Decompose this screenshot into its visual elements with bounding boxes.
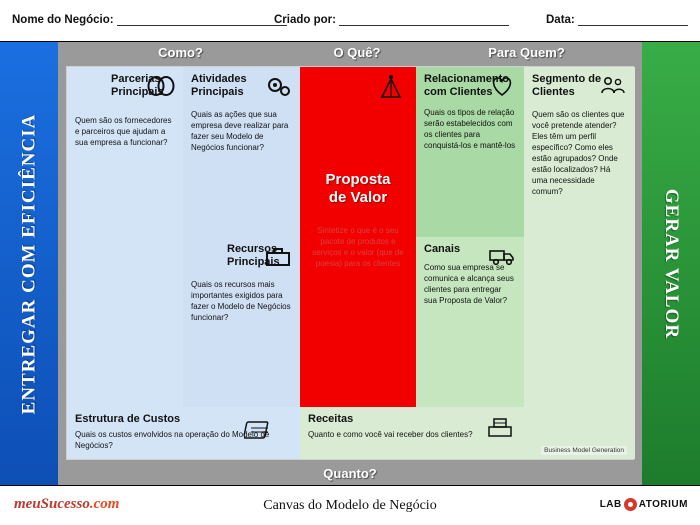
footer-bar bbox=[0, 485, 700, 525]
block-recursos-principais[interactable] bbox=[183, 237, 300, 407]
block-relacionamento-body: Quais os tipos de relação serão estabelecidos com os clientes para conquistá-los e mantê-los bbox=[424, 108, 516, 150]
gear-icon bbox=[624, 498, 637, 511]
block-atividades-principais[interactable] bbox=[183, 67, 300, 237]
block-parcerias-title-line2: Principais bbox=[111, 86, 164, 98]
header-bar bbox=[0, 0, 700, 42]
left-banner-label: ENTREGAR COM EFICIÊNCIA bbox=[18, 113, 40, 414]
block-segmento-title-line2: Clientes bbox=[532, 86, 575, 98]
block-parcerias-title-line1: Parcerias bbox=[111, 73, 161, 85]
calculator-icon bbox=[244, 417, 274, 443]
canvas-board bbox=[58, 42, 642, 485]
block-parcerias-body: Quem são os fornecedores e parceiros que ajudam a sua empresa a funcionar? bbox=[75, 116, 172, 147]
block-relacionamento-com-clientes[interactable] bbox=[416, 67, 524, 237]
cash-register-icon bbox=[485, 415, 515, 441]
date-rule[interactable] bbox=[578, 15, 688, 26]
block-custos-body: Quais os custos envolvidos na operação do Modelo de Negócios? bbox=[75, 430, 270, 450]
block-atividades-title-line1: Atividades bbox=[191, 73, 247, 85]
people-group-icon bbox=[598, 73, 628, 99]
gift-package-icon bbox=[376, 73, 406, 101]
block-parcerias-principais[interactable] bbox=[67, 67, 183, 407]
date-label: Data: bbox=[546, 14, 575, 26]
block-canais-title: Canais bbox=[424, 243, 461, 255]
block-recursos-title-line2: Principais bbox=[227, 256, 280, 268]
right-banner bbox=[642, 42, 700, 485]
block-segmento-body: Quem são os clientes que você pretende atender? Eles têm um perfil específico? Como eles estão agrupados? Onde estão localizados? Há uma necessidade comum? bbox=[532, 110, 625, 196]
block-segmento-de-clientes[interactable] bbox=[524, 67, 635, 407]
block-proposta-de-valor[interactable] bbox=[300, 67, 416, 407]
block-estrutura-de-custos[interactable] bbox=[67, 407, 300, 459]
block-recursos-title-line1: Recursos bbox=[227, 243, 278, 255]
column-header-para-quem: Para Quem? bbox=[488, 45, 565, 60]
meusucesso-logo-suffix: .com bbox=[89, 496, 120, 512]
block-relacionamento-title-line2: com Clientes bbox=[424, 86, 493, 98]
gears-cog-icon bbox=[263, 73, 293, 99]
right-banner-label: GERAR VALOR bbox=[661, 188, 683, 339]
block-receitas[interactable] bbox=[300, 407, 635, 459]
created-by-field[interactable] bbox=[274, 14, 509, 26]
column-header-como: Como? bbox=[158, 45, 203, 60]
column-header-oque: O Quê? bbox=[333, 45, 381, 60]
block-recursos-body: Quais os recursos mais importantes exigidos para fazer o Modelo de Negócios funcionar? bbox=[191, 280, 291, 322]
block-relacionamento-title-line1: Relacionamento bbox=[424, 73, 509, 85]
business-name-label: Nome do Negócio: bbox=[12, 14, 114, 26]
block-receitas-title: Receitas bbox=[308, 413, 354, 425]
column-header-quanto: Quanto? bbox=[323, 466, 377, 481]
chain-links-icon bbox=[146, 73, 176, 99]
block-atividades-body: Quais as ações que sua empresa deve realizar para fazer seu Modelo de Negócios funcionar? bbox=[191, 110, 289, 152]
meusucesso-logo-text: meuSucesso bbox=[14, 496, 90, 512]
credit-label: Business Model Generation bbox=[541, 446, 627, 455]
block-segmento-title-line1: Segmento de bbox=[532, 73, 602, 85]
laboratorium-logo-prefix: LAB bbox=[599, 499, 622, 510]
left-banner bbox=[0, 42, 58, 485]
toolbox-icon bbox=[263, 243, 293, 269]
block-proposta-title-line1: Proposta bbox=[325, 171, 391, 188]
block-atividades-title-line2: Principais bbox=[191, 86, 244, 98]
created-by-rule[interactable] bbox=[339, 15, 509, 26]
block-canais[interactable] bbox=[416, 237, 524, 407]
block-receitas-body: Quanto e como você vai receber dos clientes? bbox=[308, 430, 473, 439]
laboratorium-logo[interactable] bbox=[600, 498, 688, 511]
truck-icon bbox=[487, 243, 517, 269]
block-canais-body: Como sua empresa se comunica e alcança seus clientes para entregar sua Proposta de Valor? bbox=[424, 263, 514, 305]
business-name-rule[interactable] bbox=[117, 15, 287, 26]
heart-icon bbox=[487, 73, 517, 99]
block-proposta-title-line2: de Valor bbox=[328, 189, 388, 206]
created-by-label: Criado por: bbox=[274, 14, 336, 26]
laboratorium-logo-suffix: ATORIUM bbox=[638, 499, 688, 510]
canvas-grid bbox=[66, 66, 634, 460]
footer-title: Canvas do Modelo de Negócio bbox=[263, 498, 437, 513]
block-proposta-body: Sintetize o que é o seu pacote de produtos e serviços e o valor (que de poesia) para os clientes bbox=[312, 226, 404, 268]
date-field[interactable] bbox=[546, 14, 688, 26]
block-custos-title: Estrutura de Custos bbox=[75, 413, 181, 425]
business-name-field[interactable] bbox=[12, 14, 287, 26]
